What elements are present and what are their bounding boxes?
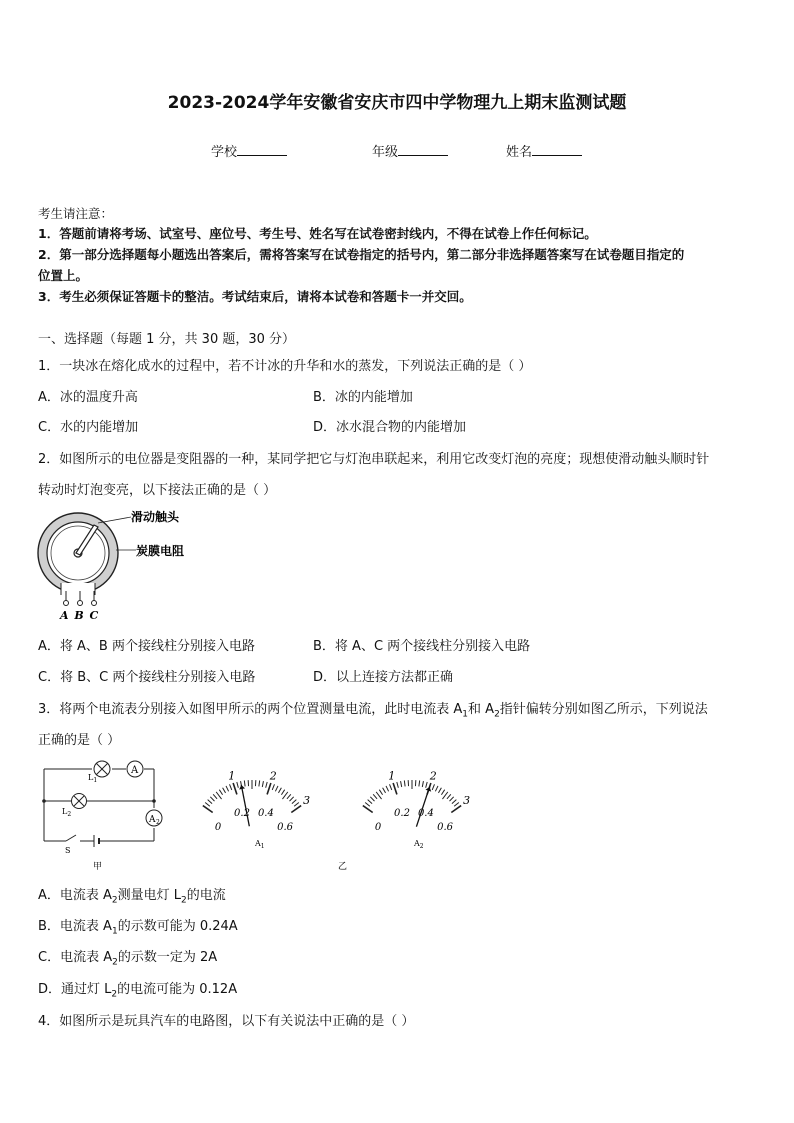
- scale-tick: [272, 784, 274, 790]
- q3-stem-line1: 3．将两个电流表分别接入如图甲所示的两个位置测量电流，此时电流表 $A_1$和 $A_2$指针偏转分别如图乙所示，下列说法: [38, 702, 708, 720]
- outer-scale-label: 3: [463, 794, 471, 808]
- meter-a1-label: $A_1$: [255, 839, 265, 850]
- scale-tick: [365, 803, 370, 807]
- scale-tick: [373, 794, 377, 799]
- scale-tick: [401, 781, 402, 787]
- notice-item-2-cont: 位置上。: [38, 268, 89, 283]
- svg-text:A: A: [131, 765, 139, 776]
- notice-item-2: 2．第一部分选择题每小题选出答案后，需将答案写在试卷指定的括号内，第二部分非选择题答案写在试卷题目指定的: [38, 247, 685, 262]
- inner-scale-label: 0.2: [394, 807, 410, 819]
- scale-tick: [419, 780, 420, 786]
- fig-yi-label: 乙: [338, 862, 348, 872]
- terminal-labels: A B C: [60, 609, 99, 622]
- q1-option-d: D．冰水混合物的内能增加: [313, 420, 467, 435]
- l1-label: $L_1$: [88, 773, 98, 784]
- scale-tick: [450, 797, 454, 801]
- svg-text:2: 2: [156, 819, 160, 826]
- scale-tick: [422, 781, 423, 787]
- scale-tick: [386, 786, 389, 791]
- section-heading: 一、选择题（每题 1 分，共 30 题，30 分）: [38, 332, 296, 347]
- scale-tick: [291, 806, 301, 813]
- q2-option-a: A．将 A、B 两个接线柱分别接入电路: [38, 639, 255, 654]
- meter-needle: [241, 785, 249, 826]
- scale-tick: [266, 782, 268, 788]
- inner-scale-label: 0.6: [437, 822, 454, 834]
- scale-tick: [262, 781, 263, 787]
- q3-option-c: C．电流表 $A_2$的示数一定为 2A: [38, 950, 218, 968]
- potentiometer-figure: [36, 505, 206, 623]
- inner-scale-label: 0.6: [277, 822, 294, 834]
- ammeter-a1-dial: [203, 769, 310, 833]
- grade-blank: [398, 143, 448, 156]
- scale-tick: [259, 780, 260, 786]
- name-field: [506, 141, 582, 160]
- q3-stem-line2: 正确的是（ ）: [38, 733, 121, 748]
- scale-tick: [278, 788, 281, 793]
- inner-scale-label: 0.4: [417, 807, 434, 819]
- scale-tick: [390, 784, 392, 790]
- scale-tick: [275, 786, 278, 791]
- q2-stem-line1: 2．如图所示的电位器是变阻器的一种，某同学把它与灯泡串联起来，利用它改变灯泡的亮度；现想使滑动触头顺时针: [38, 452, 710, 467]
- q1-option-c: C．水的内能增加: [38, 420, 139, 435]
- lamp-l2-icon: [72, 794, 87, 809]
- svg-text:A: A: [149, 815, 156, 825]
- q2-option-c: C．将 B、C 两个接线柱分别接入电路: [38, 670, 256, 685]
- scale-tick: [205, 803, 210, 807]
- scale-tick: [397, 782, 399, 788]
- scale-tick: [267, 783, 271, 794]
- film-label: 炭膜电阻: [136, 544, 185, 558]
- scale-tick: [447, 794, 451, 799]
- scale-tick: [370, 797, 374, 801]
- name-label: 姓名: [506, 145, 533, 160]
- scale-tick: [290, 797, 294, 801]
- inner-scale-label: 0.2: [234, 807, 250, 819]
- inner-scale-label: 0.4: [257, 807, 274, 819]
- q1-option-b: B．冰的内能增加: [313, 390, 413, 405]
- scale-tick: [363, 806, 373, 813]
- ammeter-a2-dial: [363, 769, 470, 833]
- ammeter-a1-icon: [127, 761, 143, 777]
- scale-tick: [219, 790, 222, 795]
- notice-item-1: 1．答题前请将考场、试室号、座位号、考生号、姓名写在试卷密封线内，不得在试卷上作任何标记。: [38, 226, 597, 241]
- q3-option-a: A．电流表 $A_2$测量电灯 $L_2$的电流: [38, 888, 226, 906]
- scale-tick: [294, 803, 299, 807]
- scale-tick: [230, 784, 232, 790]
- circuit-diagram: [36, 756, 171, 874]
- grade-field: [372, 141, 448, 160]
- outer-scale-label: 2: [429, 769, 437, 783]
- scale-tick: [451, 806, 461, 813]
- scale-tick: [287, 794, 291, 799]
- page-title: 2023-2024学年安徽省安庆市四中学物理九上期末监测试题: [167, 93, 627, 113]
- q4-stem: 4．如图所示是玩具汽车的电路图，以下有关说法中正确的是（ ）: [38, 1014, 415, 1029]
- scale-tick: [438, 788, 441, 793]
- scale-tick: [226, 786, 229, 791]
- scale-tick: [454, 803, 459, 807]
- scale-tick: [203, 806, 213, 813]
- q2-stem-line2: 转动时灯泡变亮，以下接法正确的是（ ）: [38, 483, 277, 498]
- inner-scale-label: 0: [374, 822, 382, 834]
- scale-tick: [233, 783, 237, 794]
- l2-label: $L_2$: [62, 807, 72, 818]
- scale-tick: [383, 788, 386, 793]
- lamp-l1-icon: [94, 761, 110, 777]
- notice-item-3: 3．考生必须保证答题卡的整洁。考试结束后，请将本试卷和答题卡一并交回。: [38, 289, 472, 304]
- scale-tick: [292, 800, 296, 804]
- scale-tick: [379, 790, 382, 795]
- ammeter-readings-figure: [180, 756, 500, 874]
- scale-tick: [404, 780, 405, 786]
- scale-tick: [426, 782, 428, 788]
- scale-tick: [210, 797, 214, 801]
- meter-needle: [416, 787, 429, 827]
- scale-tick: [244, 780, 245, 786]
- outer-scale-label: 3: [303, 794, 311, 808]
- name-blank: [532, 143, 582, 156]
- scale-tick: [213, 794, 217, 799]
- meter-a2-label: $A_2$: [414, 839, 424, 850]
- fig-jia-label: 甲: [93, 862, 103, 872]
- scale-tick: [432, 784, 434, 790]
- q2-option-b: B．将 A、C 两个接线柱分别接入电路: [313, 639, 531, 654]
- school-field: [211, 141, 287, 160]
- scale-tick: [368, 800, 372, 804]
- grade-label: 年级: [372, 145, 399, 160]
- q1-option-a: A．冰的温度升高: [38, 390, 138, 405]
- outer-scale-label: 2: [269, 769, 277, 783]
- scale-tick: [208, 800, 212, 804]
- q1-stem: 1．一块冰在熔化成水的过程中，若不计冰的升华和水的蒸发，下列说法正确的是（ ）: [38, 359, 532, 374]
- scale-tick: [393, 783, 397, 794]
- q2-option-d: D．以上连接方法都正确: [313, 670, 454, 685]
- scale-tick: [435, 786, 438, 791]
- school-blank: [237, 143, 287, 156]
- scale-tick: [223, 788, 226, 793]
- q3-option-b: B．电流表 $A_1$的示数可能为 0.24A: [38, 919, 238, 937]
- notice-heading: 考生请注意：: [38, 206, 114, 221]
- outer-scale-label: 1: [388, 769, 396, 783]
- q3-option-d: D．通过灯 $L_2$的电流可能为 0.12A: [38, 982, 238, 1000]
- scale-tick: [452, 800, 456, 804]
- school-label: 学校: [211, 145, 238, 160]
- outer-scale-label: 1: [228, 769, 236, 783]
- switch-label: S: [65, 846, 71, 855]
- scale-tick: [281, 790, 284, 795]
- scale-tick: [441, 790, 444, 795]
- ammeter-a2-icon: [146, 810, 162, 826]
- scale-tick: [237, 782, 239, 788]
- slider-label: 滑动触头: [131, 510, 180, 524]
- inner-scale-label: 0: [214, 822, 222, 834]
